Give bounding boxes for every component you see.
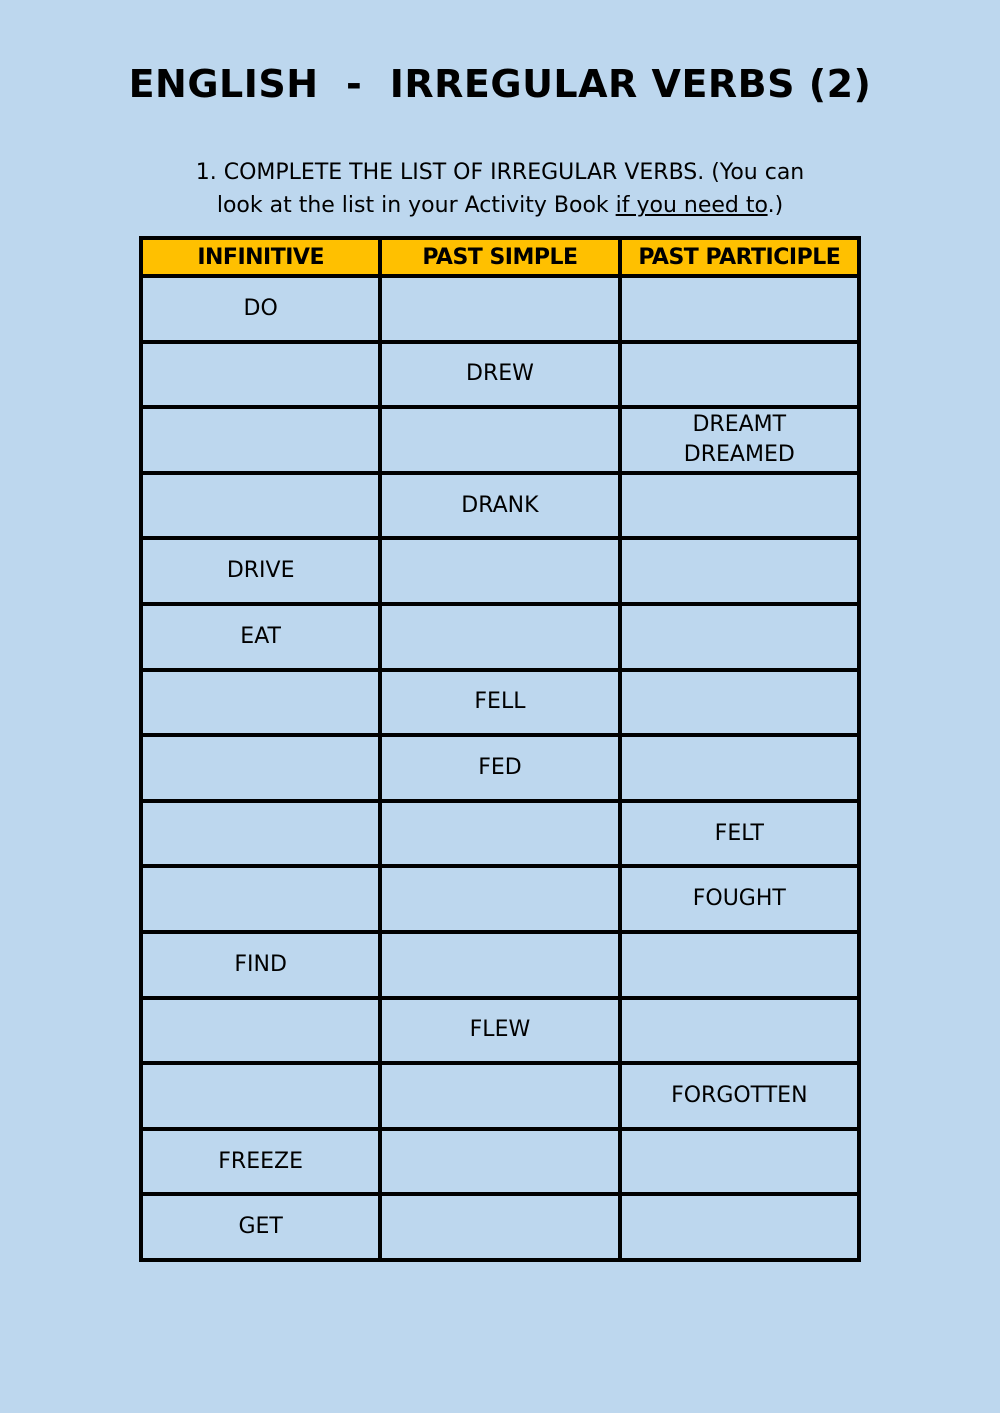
- past-participle-cell: FELT: [620, 801, 859, 867]
- past-participle-cell[interactable]: [620, 932, 859, 998]
- instructions-line-2: [150, 189, 850, 222]
- table-row: [141, 1063, 859, 1129]
- header-past-simple: PAST SIMPLE: [380, 238, 619, 276]
- past-simple-cell[interactable]: [380, 866, 619, 932]
- table-row: [141, 735, 859, 801]
- past-simple-cell[interactable]: [380, 604, 619, 670]
- table-row: [141, 670, 859, 736]
- infinitive-cell[interactable]: [141, 866, 380, 932]
- worksheet-title: ENGLISH - IRREGULAR VERBS (2): [128, 62, 872, 106]
- past-participle-cell: FORGOTTEN: [620, 1063, 859, 1129]
- infinitive-cell[interactable]: [141, 407, 380, 473]
- table-row: [141, 866, 859, 932]
- past-simple-cell[interactable]: [380, 801, 619, 867]
- table-row: [141, 342, 859, 408]
- past-participle-cell[interactable]: [620, 473, 859, 539]
- past-participle-cell[interactable]: [620, 538, 859, 604]
- table-header-row: [141, 238, 859, 276]
- past-participle-cell: FOUGHT: [620, 866, 859, 932]
- infinitive-cell: GET: [141, 1194, 380, 1260]
- past-simple-cell[interactable]: [380, 276, 619, 342]
- infinitive-cell[interactable]: [141, 735, 380, 801]
- past-participle-cell[interactable]: [620, 735, 859, 801]
- table-row: [141, 276, 859, 342]
- infinitive-cell[interactable]: [141, 998, 380, 1064]
- infinitive-cell[interactable]: [141, 473, 380, 539]
- table-row: [141, 538, 859, 604]
- past-participle-cell: DREAMT DREAMED: [620, 407, 859, 473]
- infinitive-cell[interactable]: [141, 801, 380, 867]
- instructions-underlined-text: if you need to: [615, 193, 768, 218]
- table-row: [141, 932, 859, 998]
- past-participle-cell[interactable]: [620, 670, 859, 736]
- past-participle-cell[interactable]: [620, 276, 859, 342]
- table-row: [141, 473, 859, 539]
- infinitive-cell: FREEZE: [141, 1129, 380, 1195]
- header-infinitive: INFINITIVE: [141, 238, 380, 276]
- past-participle-cell[interactable]: [620, 342, 859, 408]
- past-simple-cell: FLEW: [380, 998, 619, 1064]
- past-participle-cell[interactable]: [620, 998, 859, 1064]
- table-row: [141, 604, 859, 670]
- past-simple-cell[interactable]: [380, 407, 619, 473]
- table-row: [141, 1129, 859, 1195]
- table-row: [141, 998, 859, 1064]
- instructions-line-1: 1. COMPLETE THE LIST OF IRREGULAR VERBS. (You can: [195, 160, 805, 185]
- infinitive-cell: FIND: [141, 932, 380, 998]
- past-participle-cell[interactable]: [620, 1129, 859, 1195]
- past-participle-cell[interactable]: [620, 1194, 859, 1260]
- instructions-line-2-start: look at the list in your Activity Book: [216, 193, 616, 218]
- past-simple-cell: DREW: [380, 342, 619, 408]
- header-past-participle: PAST PARTICIPLE: [620, 238, 859, 276]
- table-row: [141, 801, 859, 867]
- past-simple-cell: DRANK: [380, 473, 619, 539]
- infinitive-cell[interactable]: [141, 342, 380, 408]
- infinitive-cell[interactable]: [141, 1063, 380, 1129]
- past-simple-cell[interactable]: [380, 1194, 619, 1260]
- infinitive-cell[interactable]: [141, 670, 380, 736]
- instructions: [150, 156, 850, 222]
- infinitive-cell: EAT: [141, 604, 380, 670]
- instructions-line-2-end: .): [767, 193, 784, 218]
- past-participle-cell[interactable]: [620, 604, 859, 670]
- infinitive-cell: DRIVE: [141, 538, 380, 604]
- past-simple-cell[interactable]: [380, 538, 619, 604]
- past-simple-cell[interactable]: [380, 1129, 619, 1195]
- irregular-verbs-table: [139, 236, 861, 1262]
- past-simple-cell: FED: [380, 735, 619, 801]
- table-row: [141, 407, 859, 473]
- past-simple-cell[interactable]: [380, 932, 619, 998]
- table-row: [141, 1194, 859, 1260]
- infinitive-cell: DO: [141, 276, 380, 342]
- table-body: [141, 276, 859, 1260]
- past-simple-cell: FELL: [380, 670, 619, 736]
- past-simple-cell[interactable]: [380, 1063, 619, 1129]
